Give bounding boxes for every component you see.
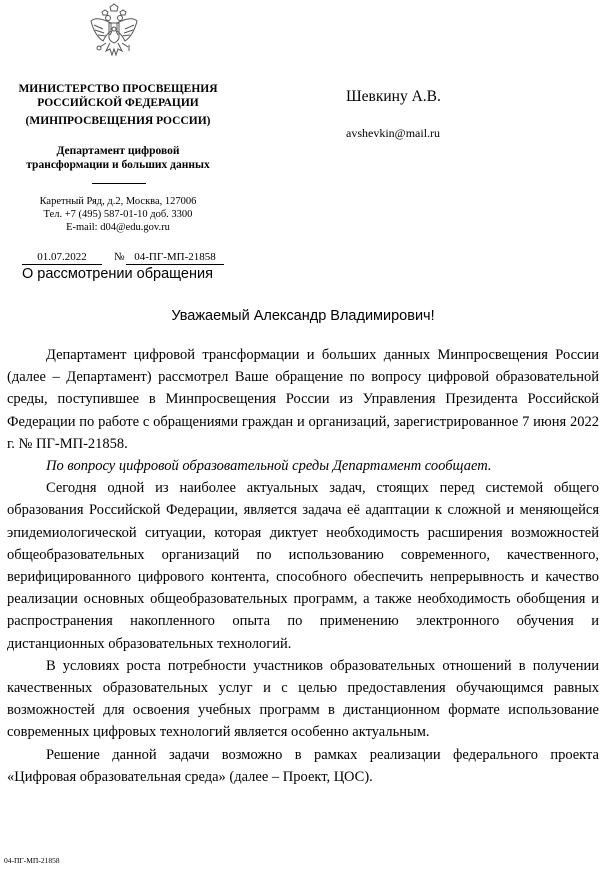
coat-of-arms-icon: [89, 3, 139, 60]
salutation: Уважаемый Александр Владимирович!: [171, 308, 435, 324]
registration-line: [22, 251, 222, 265]
body-paragraph: Решение данной задачи возможно в рамках реализации федерального проекта «Цифровая образовательная среда» (далее – Проект, ЦОС).: [7, 746, 599, 785]
footer-code: 04-ПГ-МП-21858: [4, 856, 60, 865]
body-paragraph: В условиях роста потребности участников образовательных отношений в получении качественных образовательных услуг и с целью предоставления обучающимся равных возможностей для освоения учебных программ в дистанционном формате использование современных цифровых технологий является особенно актуальным.: [7, 657, 599, 741]
body-paragraph: Сегодня одной из наиболее актуальных задач, стоящих перед системой общего образования Российской Федерации, является задача её адаптации к сложной и меняющейся эпидемиологической ситуации, которая диктует необходимость расширения возможностей общеобразовательных организаций по использованию современного, качественного, верифицированного цифрового контента, способного обеспечить непрерывность и качество реализации основных общеобразовательных программ, а также необходимость обобщения и распространения накопленного опыта по применению электронного обучения и дистанционных образовательных технологий.: [7, 480, 599, 652]
ministry-short-name: (МИНПРОСВЕЩЕНИЯ РОССИИ): [25, 115, 211, 127]
contact-block: [8, 195, 228, 234]
department-divider: [92, 183, 146, 184]
address: Каретный Ряд, д.2, Москва, 127006: [39, 196, 197, 207]
email: E-mail: d04@edu.gov.ru: [66, 222, 170, 233]
ministry-name-line: МИНИСТЕРСТВО ПРОСВЕЩЕНИЯ: [18, 83, 218, 95]
ministry-name-line: РОССИЙСКОЙ ФЕДЕРАЦИИ: [37, 97, 199, 109]
department-name-line: Департамент цифровой: [56, 145, 180, 157]
letter-subject: О рассмотрении обращения: [22, 266, 213, 282]
registration-number: 04-ПГ-МП-21858: [126, 251, 224, 265]
ministry-name: [8, 82, 228, 128]
recipient-name: Шевкину А.В.: [346, 88, 441, 105]
phone: Тел. +7 (495) 587-01-10 доб. 3300: [43, 209, 193, 220]
body-paragraph: По вопросу цифровой образовательной среды Департамент сообщает.: [46, 458, 492, 475]
body-paragraph: Департамент цифровой трансформации и больших данных Минпросвещения России (далее – Департамент) рассмотрел Ваше обращение по вопросу цифровой образовательной среды, поступившее в Минпросвещения России из Управления Президента Российской Федерации по работе с обращениями граждан и организаций, зарегистрированное 7 июня 2022 г. № ПГ-МП-21858.: [7, 347, 599, 452]
department-name: [8, 144, 228, 172]
registration-date: 01.07.2022: [22, 251, 102, 265]
recipient-email: avshevkin@mail.ru: [346, 126, 441, 140]
letter-body: [7, 344, 599, 788]
number-sign: №: [114, 251, 125, 263]
department-name-line: трансформации и больших данных: [26, 159, 210, 171]
